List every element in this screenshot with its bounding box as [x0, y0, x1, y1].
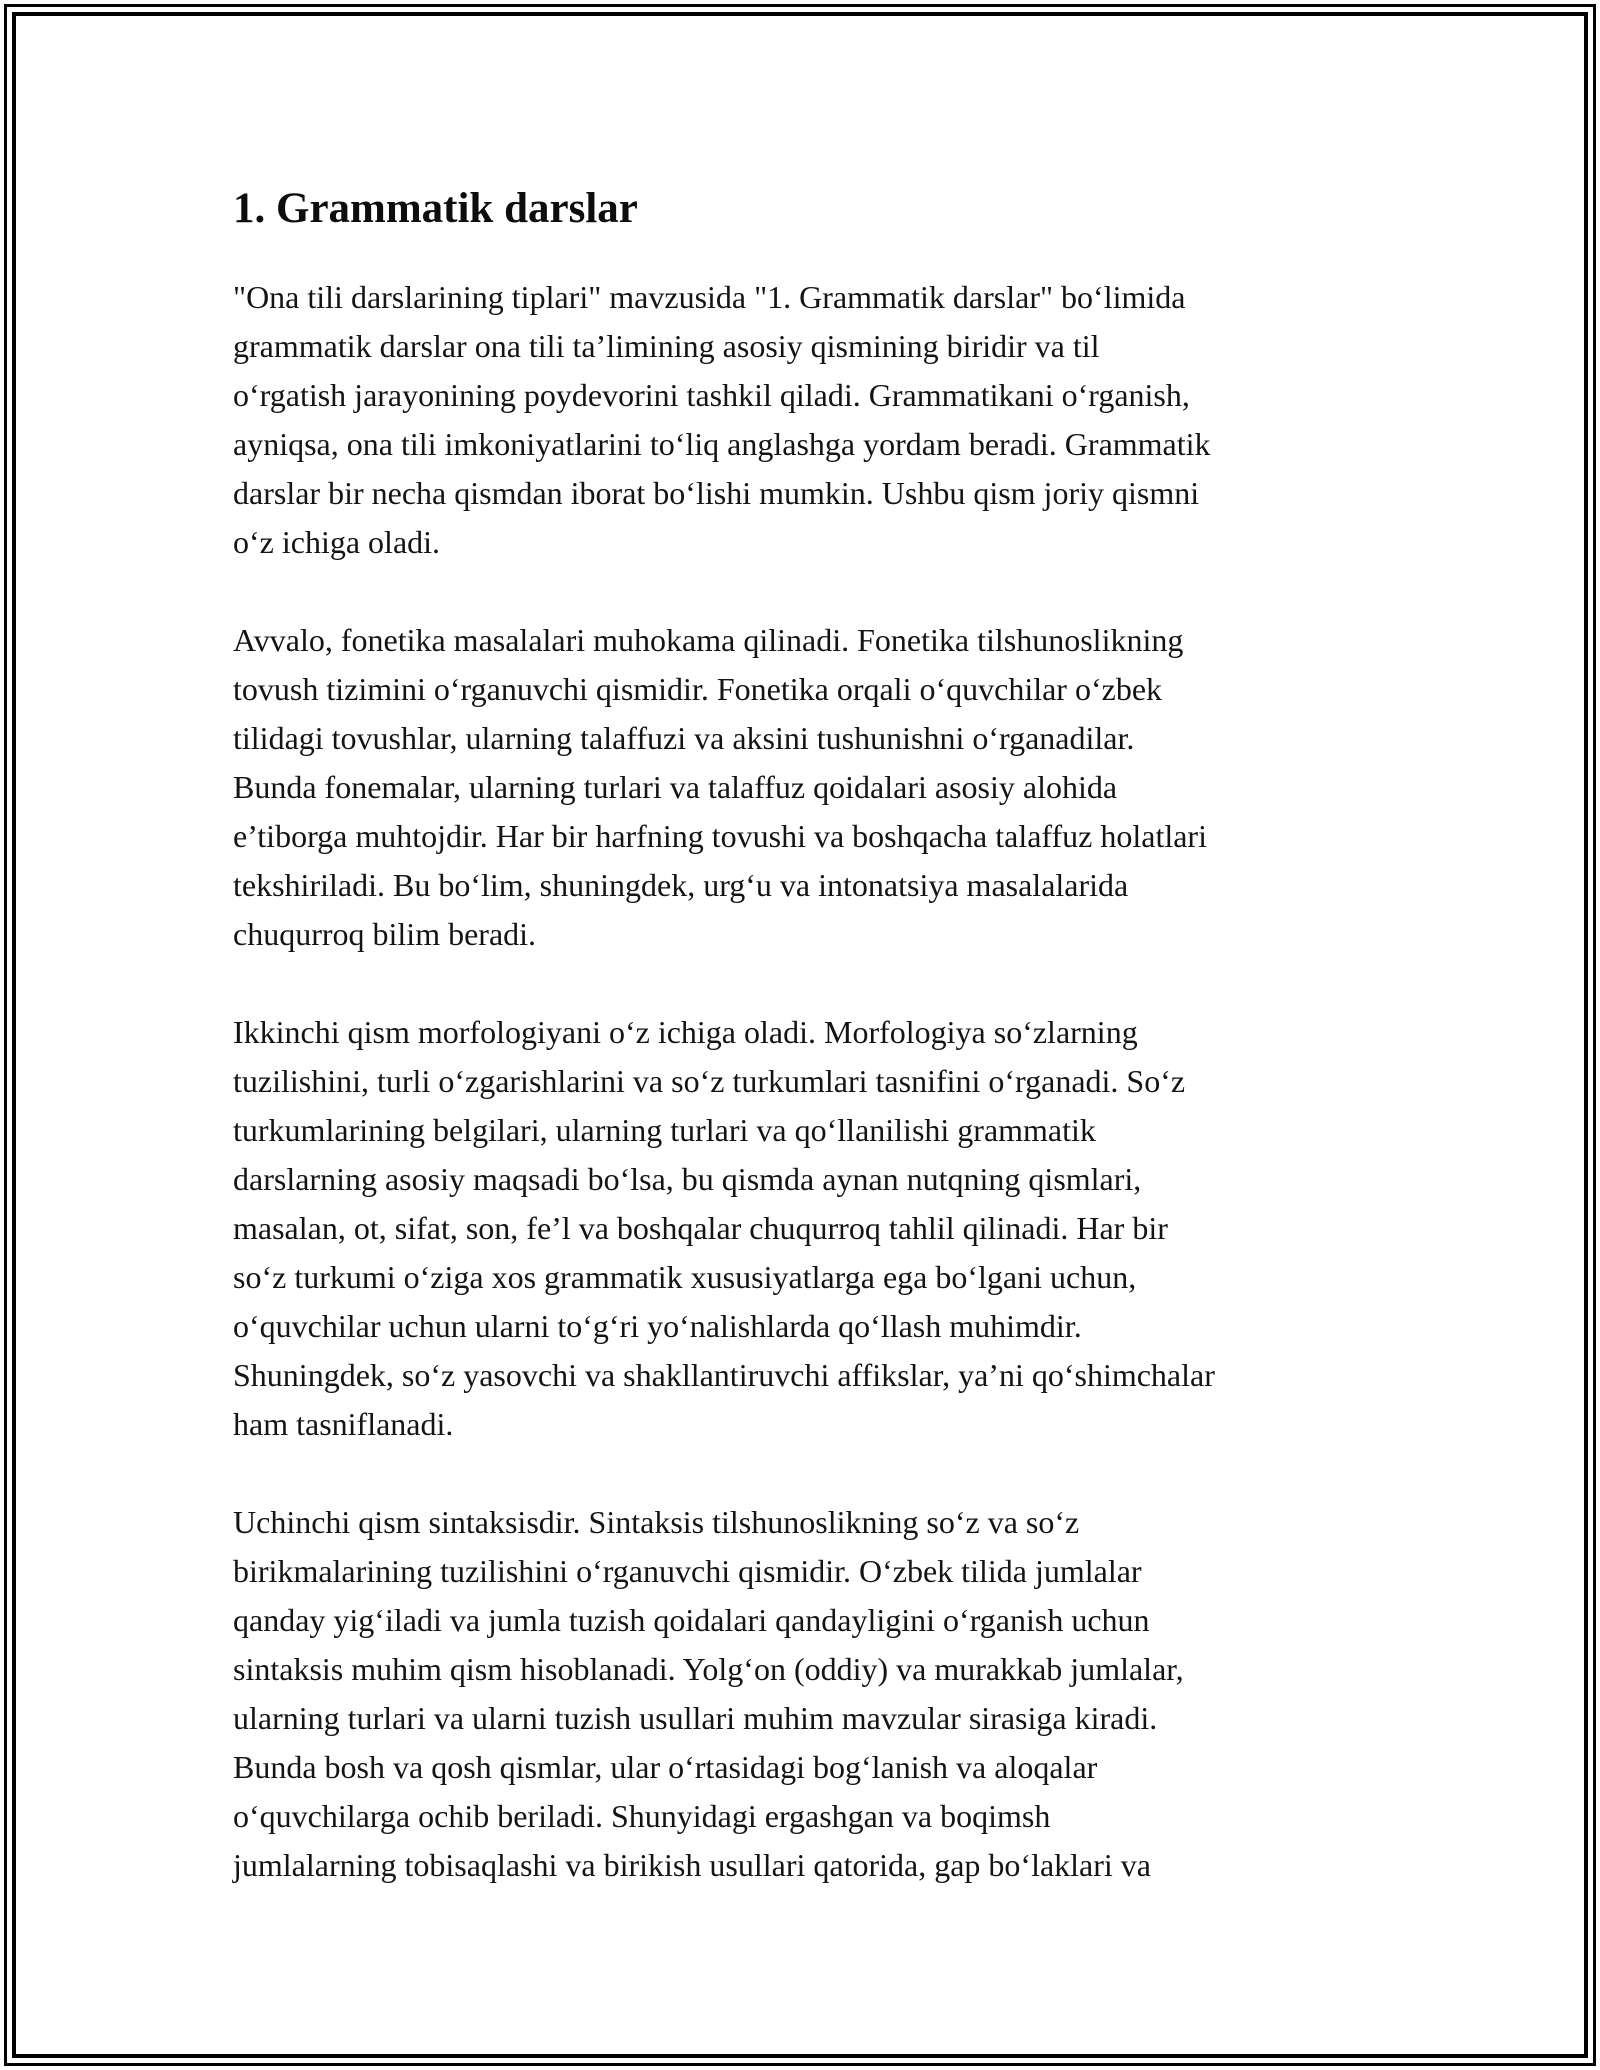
page-title: 1. Grammatik darslar: [233, 185, 638, 232]
text-line: tilidagi tovushlar, ularning talaffuzi va aksini tushunishni oʻrganadilar.: [233, 720, 1135, 756]
text-line: tovush tizimini oʻrganuvchi qismidir. Fonetika orqali oʻquvchilar oʻzbek: [233, 671, 1163, 707]
text-line: oʻquvchilarga ochib beriladi. Shunyidagi ergashgan va boqimsh: [233, 1798, 1051, 1834]
text-line: chuqurroq bilim beradi.: [233, 916, 537, 952]
text-line: Bunda fonemalar, ularning turlari va talaffuz qoidalari asosiy alohida: [233, 769, 1118, 805]
text-line: qanday yigʻiladi va jumla tuzish qoidalari qandayligini oʻrganish uchun: [233, 1602, 1150, 1638]
text-line: masalan, ot, sifat, son, fe’l va boshqalar chuqurroq tahlil qilinadi. Har bir: [233, 1210, 1168, 1246]
paragraph: [233, 273, 1343, 567]
text-line: Ikkinchi qism morfologiyani oʻz ichiga oladi. Morfologiya soʻzlarning: [233, 1014, 1138, 1050]
paragraph: [233, 1498, 1343, 1890]
text-line: grammatik darslar ona tili ta’limining asosiy qismining biridir va til: [233, 328, 1100, 364]
text-line: darslarning asosiy maqsadi boʻlsa, bu qismda aynan nutqning qismlari,: [233, 1161, 1142, 1197]
text-line: tuzilishini, turli oʻzgarishlarini va soʻz turkumlari tasnifini oʻrganadi. Soʻz: [233, 1063, 1186, 1099]
text-line: ayniqsa, ona tili imkoniyatlarini toʻliq anglashga yordam beradi. Grammatik: [233, 426, 1211, 462]
text-line: soʻz turkumi oʻziga xos grammatik xususiyatlarga ega boʻlgani uchun,: [233, 1259, 1137, 1295]
text-line: turkumlarining belgilari, ularning turlari va qoʻllanilishi grammatik: [233, 1112, 1096, 1148]
text-line: oʻrgatish jarayonining poydevorini tashkil qiladi. Grammatikani oʻrganish,: [233, 377, 1190, 413]
text-line: ularning turlari va ularni tuzish usullari muhim mavzular sirasiga kiradi.: [233, 1700, 1158, 1736]
text-line: Shuningdek, soʻz yasovchi va shakllantiruvchi affikslar, ya’ni qoʻshimchalar: [233, 1357, 1215, 1393]
document-content: [233, 183, 1343, 1939]
text-line: oʻquvchilar uchun ularni toʻgʻri yoʻnalishlarda qoʻllash muhimdir.: [233, 1308, 1082, 1344]
text-line: sintaksis muhim qism hisoblanadi. Yolgʻon (oddiy) va murakkab jumlalar,: [233, 1651, 1184, 1687]
paragraph: [233, 1008, 1343, 1449]
document-body: [233, 273, 1343, 1890]
text-line: ham tasniflanadi.: [233, 1406, 454, 1442]
text-line: Avvalo, fonetika masalalari muhokama qilinadi. Fonetika tilshunoslikning: [233, 622, 1184, 658]
text-line: oʻz ichiga oladi.: [233, 524, 441, 560]
text-line: jumlalarning tobisaqlashi va birikish usullari qatorida, gap boʻlaklari va: [233, 1847, 1151, 1883]
text-line: tekshiriladi. Bu boʻlim, shuningdek, urgʻu va intonatsiya masalalarida: [233, 867, 1129, 903]
text-line: e’tiborga muhtojdir. Har bir harfning tovushi va boshqacha talaffuz holatlari: [233, 818, 1207, 854]
text-line: "Ona tili darslarining tiplari" mavzusida "1. Grammatik darslar" boʻlimida: [233, 279, 1186, 315]
text-line: Uchinchi qism sintaksisdir. Sintaksis tilshunoslikning soʻz va soʻz: [233, 1504, 1080, 1540]
text-line: darslar bir necha qismdan iborat boʻlishi mumkin. Ushbu qism joriy qismni: [233, 475, 1200, 511]
paragraph: [233, 616, 1343, 959]
text-line: Bunda bosh va qosh qismlar, ular oʻrtasidagi bogʻlanish va aloqalar: [233, 1749, 1098, 1785]
text-line: birikmalarining tuzilishini oʻrganuvchi qismidir. Oʻzbek tilida jumlalar: [233, 1553, 1142, 1589]
